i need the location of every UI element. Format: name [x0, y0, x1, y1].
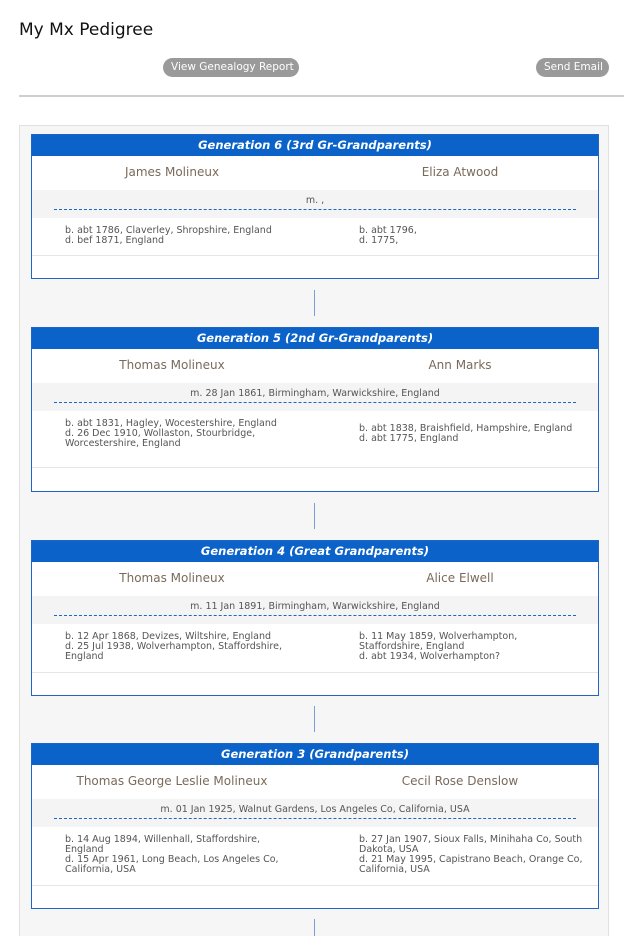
couple-names [32, 156, 598, 190]
send-email-button[interactable]: Send Email [536, 58, 609, 77]
father-name[interactable]: Thomas Molineux [119, 358, 225, 372]
card-divider [32, 467, 598, 468]
father-name[interactable]: Thomas Molineux [119, 571, 225, 585]
mother-details [359, 835, 584, 875]
death-detail: d. 15 Apr 1961, Long Beach, Los Angeles Co, California, USA [65, 854, 279, 875]
life-details [32, 624, 598, 696]
death-detail: d. 25 Jul 1938, Wolverhampton, Staffordshire, England [65, 641, 282, 662]
marriage-divider [54, 615, 576, 616]
pedigree-chart [19, 125, 609, 936]
father-name[interactable]: James Molineux [124, 165, 220, 179]
generation-connector [314, 503, 315, 529]
view-genealogy-report-button[interactable]: View Genealogy Report [163, 58, 299, 77]
birth-detail: b. abt 1796, [359, 225, 417, 236]
marriage-text: m. 11 Jan 1891, Birmingham, Warwickshire, England [190, 601, 440, 612]
mother-name[interactable]: Ann Marks [428, 358, 492, 372]
birth-detail: b. abt 1838, Braishfield, Hampshire, England [359, 423, 573, 434]
generation-connector [314, 706, 315, 732]
card-divider [32, 255, 598, 256]
life-details [32, 411, 598, 491]
marriage-text: m. 28 Jan 1861, Birmingham, Warwickshire, England [190, 388, 440, 399]
generation-title: Generation 3 (Grandparents) [32, 744, 598, 765]
death-detail: d. abt 1934, Wolverhampton? [359, 651, 501, 662]
birth-detail: b. 14 Aug 1894, Willenhall, Staffordshire, England [65, 834, 260, 855]
card-divider [32, 885, 598, 886]
couple-names [32, 349, 598, 383]
generation-connector [314, 290, 315, 316]
marriage-info [32, 190, 598, 218]
marriage-divider [54, 402, 576, 403]
generation-card [31, 743, 599, 909]
death-detail: d. 1775, [359, 235, 399, 246]
page-title: My Mx Pedigree [19, 20, 154, 40]
death-detail: d. 26 Dec 1910, Wollaston, Stourbridge, Worcestershire, England [65, 428, 256, 449]
card-divider [32, 672, 598, 673]
couple-names [32, 765, 598, 799]
couple-names [32, 562, 598, 596]
generation-card [31, 134, 599, 279]
mother-details [359, 632, 584, 662]
marriage-text: m. 01 Jan 1925, Walnut Gardens, Los Angeles Co, California, USA [160, 804, 470, 815]
generation-connector [314, 919, 315, 936]
mother-name[interactable]: Cecil Rose Denslow [401, 774, 519, 788]
generation-card [31, 540, 599, 696]
birth-detail: b. 12 Apr 1868, Devizes, Wiltshire, England [65, 631, 272, 642]
marriage-info [32, 383, 598, 411]
mother-name[interactable]: Eliza Atwood [421, 165, 499, 179]
birth-detail: b. abt 1786, Claverley, Shropshire, England [65, 225, 272, 236]
father-details [65, 419, 290, 449]
birth-detail: b. 27 Jan 1907, Sioux Falls, Minihaha Co, South Dakota, USA [359, 834, 583, 855]
marriage-divider [54, 818, 576, 819]
generation-title: Generation 5 (2nd Gr-Grandparents) [32, 328, 598, 349]
mother-details [359, 226, 584, 246]
father-details [65, 632, 290, 662]
header-divider [19, 95, 624, 97]
mother-details [359, 424, 584, 444]
death-detail: d. bef 1871, England [65, 235, 165, 246]
life-details [32, 827, 598, 909]
father-details [65, 835, 290, 875]
life-details [32, 218, 598, 278]
generation-title: Generation 6 (3rd Gr-Grandparents) [32, 135, 598, 156]
generation-card [31, 327, 599, 492]
marriage-text: m. , [305, 195, 325, 206]
mother-name[interactable]: Alice Elwell [426, 571, 494, 585]
marriage-info [32, 596, 598, 624]
marriage-divider [54, 209, 576, 210]
marriage-info [32, 799, 598, 827]
generation-title: Generation 4 (Great Grandparents) [32, 541, 598, 562]
father-name[interactable]: Thomas George Leslie Molineux [76, 774, 268, 788]
death-detail: d. abt 1775, England [359, 433, 459, 444]
birth-detail: b. abt 1831, Hagley, Wocestershire, England [65, 418, 277, 429]
father-details [65, 226, 290, 246]
death-detail: d. 21 May 1995, Capistrano Beach, Orange Co, California, USA [359, 854, 583, 875]
birth-detail: b. 11 May 1859, Wolverhampton, Staffordshire, England [359, 631, 518, 652]
